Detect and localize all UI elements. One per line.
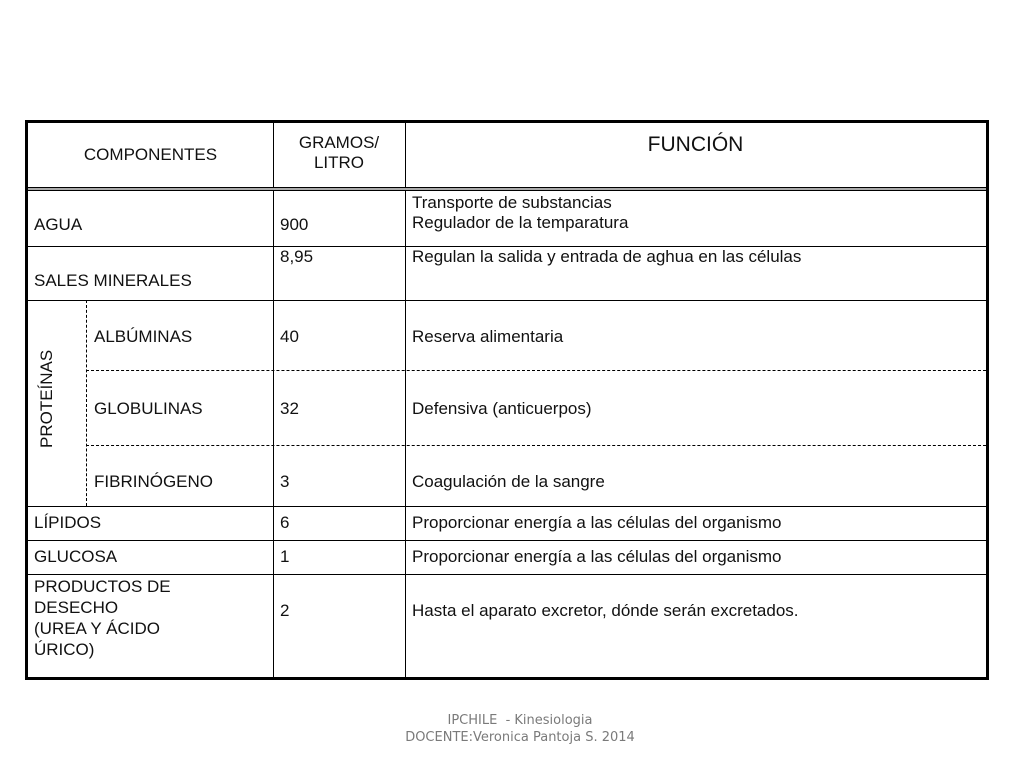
cell-component: FIBRINÓGENO [94, 472, 214, 491]
cell-component: LÍPIDOS [34, 513, 102, 532]
component-line: DESECHO [34, 598, 119, 617]
cell-grams: 32 [280, 399, 299, 418]
function-line: Transporte de substancias [412, 193, 612, 212]
cell-grams: 900 [280, 215, 309, 234]
cell-function: Regulan la salida y entrada de aghua en las células [412, 247, 802, 266]
cell-grams: 8,95 [280, 247, 314, 266]
cell-component: ALBÚMINAS [94, 327, 193, 346]
footer-institution: IPCHILE - Kinesiologia [447, 713, 593, 728]
cell-component: GLOBULINAS [94, 399, 203, 418]
group-label-proteinas: PROTEÍNAS [37, 349, 56, 448]
plasma-components-table [25, 120, 989, 680]
cell-grams: 6 [280, 513, 290, 532]
cell-grams: 1 [280, 547, 290, 566]
row-divider [28, 540, 986, 541]
group-divider [86, 300, 87, 506]
col-divider [273, 123, 274, 677]
cell-grams: 3 [280, 472, 290, 491]
header-componentes: COMPONENTES [83, 145, 218, 164]
header-funcion: FUNCIÓN [647, 133, 744, 156]
slide-footer [0, 712, 1024, 746]
header-gramos-line1: GRAMOS/ [298, 133, 380, 152]
header-divider [28, 187, 986, 191]
cell-function: Coagulación de la sangre [412, 472, 605, 491]
component-line: PRODUCTOS DE [34, 577, 171, 596]
row-divider [28, 574, 986, 575]
cell-function: Proporcionar energía a las células del organismo [412, 513, 782, 532]
cell-grams: 2 [280, 601, 290, 620]
cell-function [412, 193, 628, 233]
cell-component: AGUA [34, 215, 83, 234]
footer-teacher: DOCENTE:Veronica Pantoja S. 2014 [405, 730, 635, 745]
cell-component: SALES MINERALES [34, 271, 192, 290]
cell-function: Defensiva (anticuerpos) [412, 399, 592, 418]
row-divider [28, 506, 986, 507]
row-divider-dashed [86, 370, 986, 371]
row-divider-dashed [86, 445, 986, 446]
col-divider [405, 123, 406, 677]
component-line: ÚRICO) [34, 640, 95, 659]
cell-function: Proporcionar energía a las células del organismo [412, 547, 782, 566]
header-gramos-litro [273, 133, 405, 173]
row-divider [28, 300, 986, 301]
header-gramos-line2: LITRO [313, 153, 365, 172]
cell-grams: 40 [280, 327, 299, 346]
cell-component: GLUCOSA [34, 547, 118, 566]
component-line: (UREA Y ÁCIDO [34, 619, 160, 638]
function-line: Regulador de la temparatura [412, 213, 629, 232]
cell-function: Hasta el aparato excretor, dónde serán excretados. [412, 601, 799, 620]
cell-component [34, 576, 171, 660]
cell-function: Reserva alimentaria [412, 327, 564, 346]
